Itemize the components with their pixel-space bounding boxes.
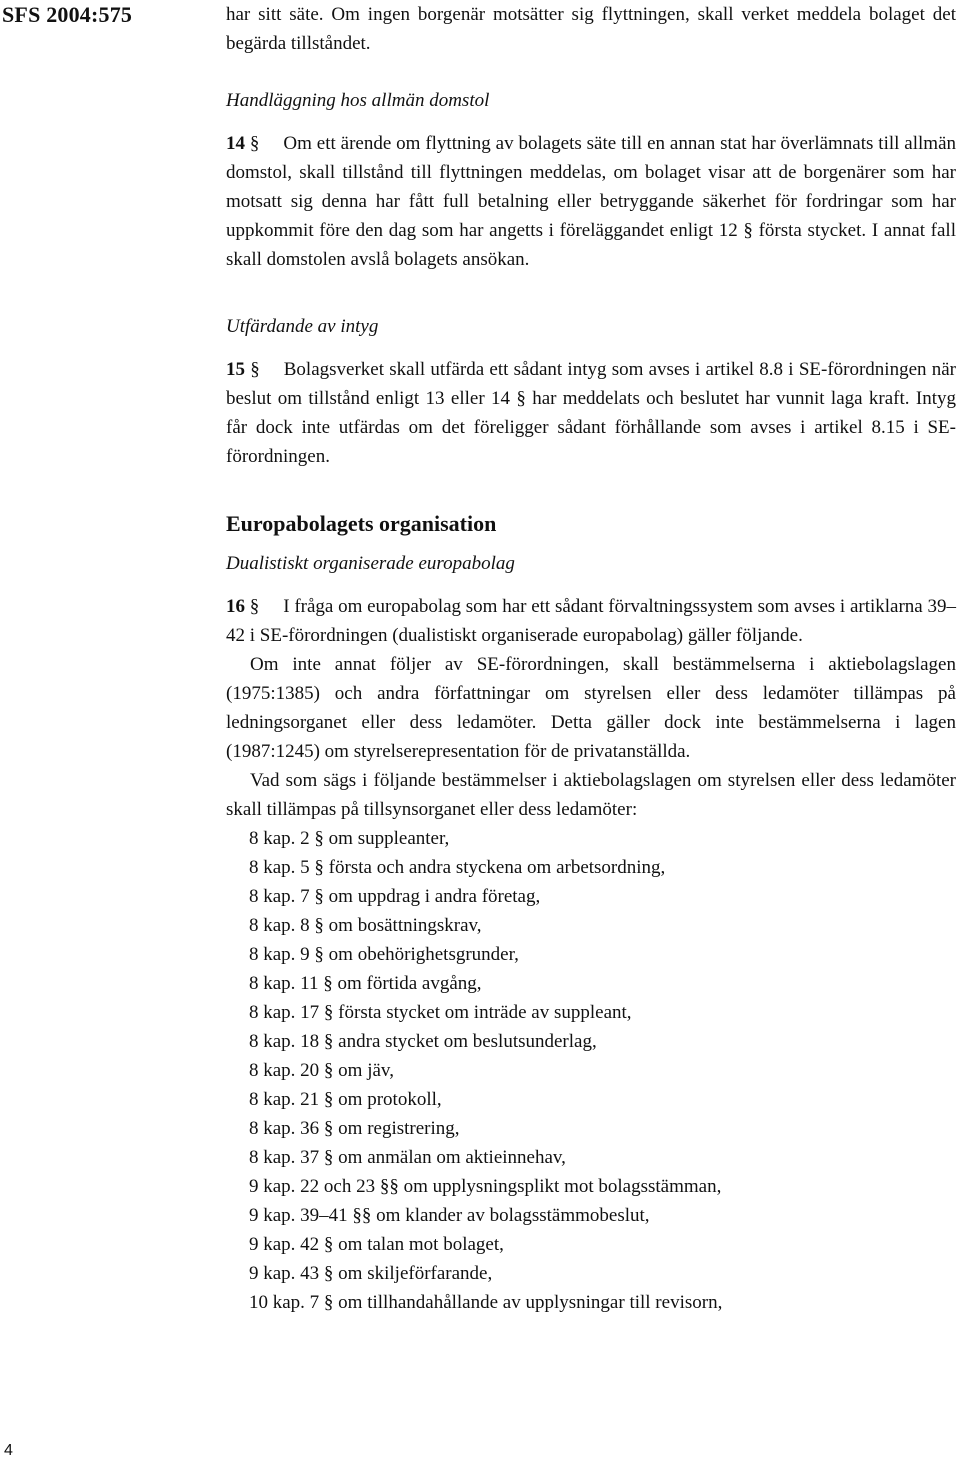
- list-item: 10 kap. 7 § om tillhandahållande av upplysningar till revisorn,: [249, 1292, 723, 1313]
- paragraph-15: [226, 355, 956, 471]
- intro-paragraph: har sitt säte. Om ingen borgenär motsätter sig flyttningen, skall verket meddela bolaget det begärda tillståndet.: [226, 4, 956, 54]
- subheading-dualistiskt: Dualistiskt organiserade europabolag: [226, 553, 515, 574]
- paragraph-number: 15: [226, 359, 245, 380]
- list-item: 8 kap. 20 § om jäv,: [249, 1060, 394, 1081]
- list-item: 9 kap. 39–41 §§ om klander av bolagsstämmobeslut,: [249, 1205, 650, 1226]
- paragraph-text: Bolagsverket skall utfärda ett sådant intyg som avses i artikel 8.8 i SE-förordningen när beslut om tillstånd enligt 13 eller 14 § har meddelats och beslutet har vunnit laga kraft. Intyg får dock inte utfärdas om det föreligger sådant förhållande som avses i artikel 8.15 i SE-förordningen.: [226, 359, 957, 467]
- list-item: 8 kap. 11 § om förtida avgång,: [249, 973, 482, 994]
- list-item: 8 kap. 36 § om registrering,: [249, 1118, 460, 1139]
- paragraph-16-third: Vad som sägs i följande bestämmelser i aktiebolagslagen om styrelsen eller dess ledamöter skall tillämpas på tillsynsorganet eller dess ledamöter:: [226, 770, 956, 820]
- list-item: 9 kap. 43 § om skiljeförfarande,: [249, 1263, 493, 1284]
- paragraph-16-second: Om inte annat följer av SE-förordningen, skall bestämmelserna i aktiebolagslagen (1975:1385) och andra författningar om styrelsen eller dess ledamöter tillämpas på ledningsorganet eller dess ledamöter. Detta gäller dock inte bestämmelserna i lagen (1987:1245) om styrelserepresentation för de privatanställda.: [226, 654, 956, 762]
- section-sign: §: [249, 596, 260, 617]
- paragraph-text: I fråga om europabolag som har ett sådant förvaltningssystem som avses i artiklarna 39–42 i SE-förordningen (dualistiskt organiserade europabolag) gäller följande.: [226, 596, 956, 646]
- list-item: 8 kap. 8 § om bosättningskrav,: [249, 915, 482, 936]
- list-item: 8 kap. 21 § om protokoll,: [249, 1089, 442, 1110]
- paragraph-14: [226, 129, 956, 274]
- sfs-number: SFS 2004:575: [2, 2, 133, 27]
- heading-intyg: Utfärdande av intyg: [226, 316, 379, 337]
- list-item: 8 kap. 18 § andra stycket om beslutsunderlag,: [249, 1031, 597, 1052]
- document-body: [226, 0, 956, 1317]
- list-item: 8 kap. 5 § första och andra styckena om arbetsordning,: [249, 857, 666, 878]
- list-item: 8 kap. 2 § om suppleanter,: [249, 828, 450, 849]
- section-sign: §: [249, 133, 260, 154]
- list-item: 8 kap. 17 § första stycket om inträde av suppleant,: [249, 1002, 632, 1023]
- list-item: 8 kap. 37 § om anmälan om aktieinnehav,: [249, 1147, 566, 1168]
- paragraph-number: 16: [226, 596, 245, 617]
- provision-list: [226, 824, 956, 1317]
- paragraph-text: Om ett ärende om flyttning av bolagets säte till en annan stat har överlämnats till allmän domstol, skall tillstånd till flyttningen meddelas, om bolaget visar att de borgenärer som har motsatt sig denna har fått full betalning eller betryggande säkerhet för fordringar som har uppkommit före den dag som har angetts i föreläggandet enligt 12 § första stycket. I annat fall skall domstolen avslå bolagets ansökan.: [226, 133, 956, 270]
- heading-handlaggning: Handläggning hos allmän domstol: [226, 90, 490, 111]
- list-item: 8 kap. 7 § om uppdrag i andra företag,: [249, 886, 541, 907]
- list-item: 9 kap. 42 § om talan mot bolaget,: [249, 1234, 504, 1255]
- paragraph-number: 14: [226, 133, 245, 154]
- heading-organisation: Europabolagets organisation: [226, 511, 497, 536]
- list-item: 9 kap. 22 och 23 §§ om upplysningsplikt mot bolagsstämman,: [249, 1176, 722, 1197]
- page-number: 4: [4, 1442, 13, 1459]
- list-item: 8 kap. 9 § om obehörighetsgrunder,: [249, 944, 519, 965]
- section-sign: §: [250, 359, 260, 380]
- paragraph-16: [226, 592, 956, 650]
